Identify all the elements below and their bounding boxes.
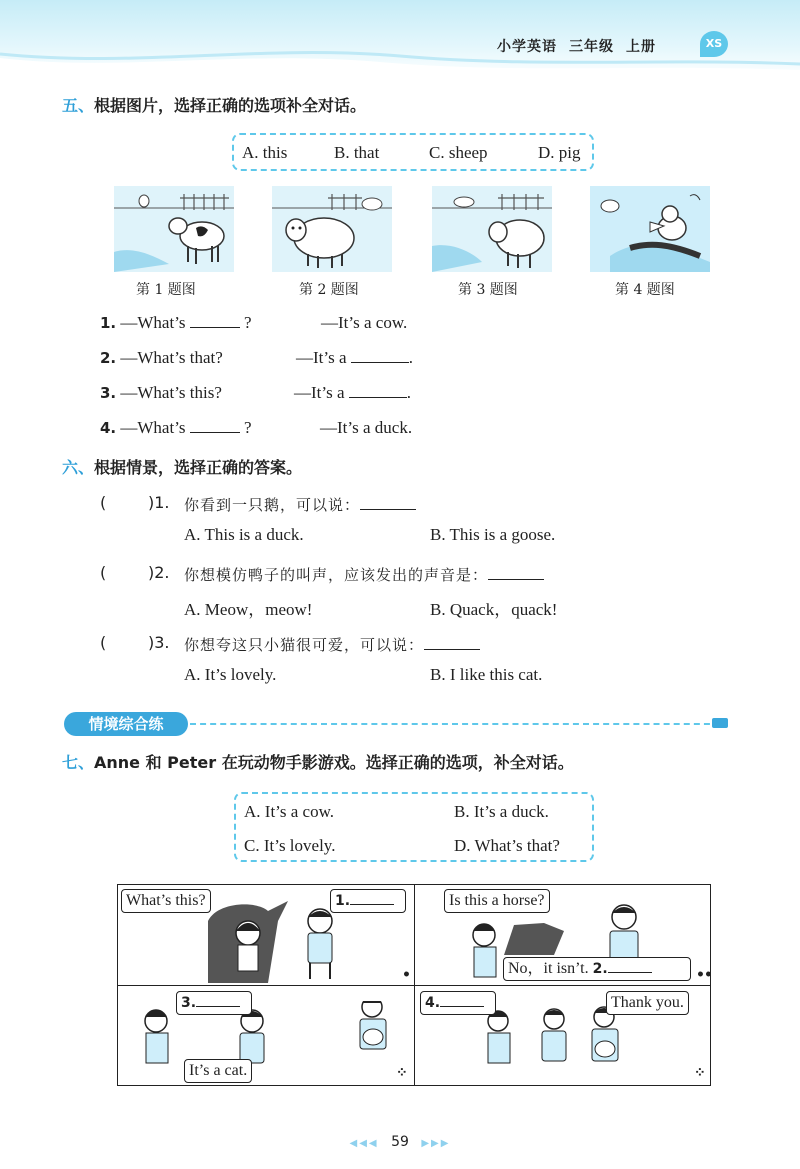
s6-q2-option-b: B. Quack，quack! [430, 600, 558, 619]
s6-q1-option-b: B. This is a goose. [430, 525, 556, 544]
answer-blank[interactable] [488, 566, 544, 580]
s5-answer-3 [294, 383, 411, 403]
s5-answer-1 [321, 313, 407, 333]
s6-paren-close-2: )2. [148, 563, 170, 582]
picture-2-sheep [272, 186, 392, 272]
section7-instruction: Anne 和 Peter 在玩动物手影游戏。选择正确的选项，补全对话。 [94, 753, 574, 772]
book-info [497, 36, 668, 56]
answer-blank[interactable] [351, 349, 409, 363]
question-text: —What’s that? [120, 348, 223, 367]
question-text: 你想夸这只小猫很可爱，可以说： [184, 636, 425, 654]
s6-question-3 [184, 634, 480, 655]
question-punct: ? [244, 313, 252, 332]
s6-q2-option-a: A. Meow，meow! [184, 600, 313, 619]
s5-answer-2 [296, 348, 413, 368]
s5-question-1 [100, 313, 252, 333]
panel-3-marker: ⁘ [396, 1065, 407, 1081]
picture-3-farm [432, 186, 552, 272]
option-d: D. pig [538, 143, 581, 162]
comic-divider-horizontal [118, 985, 710, 986]
question-text: —What’s this? [120, 383, 222, 402]
s6-paren-open-1[interactable]: ( [100, 493, 107, 512]
option-a: A. It’s a cow. [244, 802, 335, 821]
banner-dashed-line [190, 723, 720, 725]
question-text: 你看到一只鹅，可以说： [184, 496, 361, 514]
panel-4-illustration [478, 1005, 698, 1083]
panel-4-bubble-left [420, 991, 496, 1015]
s5-question-3 [100, 383, 222, 403]
question-number: 4. [100, 419, 117, 437]
option-a: A. this [242, 143, 288, 162]
s6-q3-option-a: A. It’s lovely. [184, 665, 277, 684]
answer-text: —It’s a [296, 348, 347, 367]
picture-3-caption: 第 3 题图 [458, 282, 518, 298]
answer-punct: . [408, 348, 414, 367]
page-footer [0, 1134, 800, 1150]
picture-4-bird [590, 186, 710, 272]
option-b: B. that [334, 143, 380, 162]
footer-arrows-right: ▶▶▶ [421, 1138, 451, 1149]
option-c: C. sheep [429, 143, 488, 162]
answer-blank[interactable] [349, 384, 407, 398]
section6-number: 六、 [62, 458, 95, 477]
section5-title [62, 93, 366, 116]
answer-blank[interactable] [424, 636, 480, 650]
panel-4-bubble-right: Thank you. [606, 991, 689, 1015]
answer-text: —It’s a [294, 383, 345, 402]
panel-2-bubble-bottom [503, 957, 691, 981]
panel-1-bubble-right [330, 889, 406, 913]
panel-2-bubble-top: Is this a horse? [444, 889, 550, 913]
panel-3-bubble-top [176, 991, 252, 1015]
panel-3-bubble-bottom: It’s a cat. [184, 1059, 252, 1083]
answer-blank[interactable] [360, 496, 416, 510]
question-number: 1. [100, 314, 117, 332]
option-c: C. It’s lovely. [244, 836, 336, 855]
blank-number: 2. [592, 961, 608, 977]
section5-number: 五、 [62, 96, 95, 115]
answer-blank[interactable] [190, 419, 240, 433]
blank-number: 4. [425, 995, 441, 1011]
footer-arrows-left: ◀◀◀ [349, 1138, 379, 1149]
term-label: 上册 [626, 39, 656, 55]
section5-instruction: 根据图片，选择正确的选项补全对话。 [94, 96, 367, 115]
question-text: 你想模仿鸭子的叫声，应该发出的声音是： [184, 566, 489, 584]
answer-blank[interactable] [350, 891, 394, 905]
subject-label: 小学英语 [497, 39, 557, 55]
option-d: D. What’s that? [454, 836, 560, 855]
s6-q3-option-b: B. I like this cat. [430, 665, 543, 684]
question-number: 2. [100, 349, 117, 367]
question-punct: ? [244, 418, 252, 437]
blank-number: 3. [181, 995, 197, 1011]
section6-title [62, 455, 302, 478]
section6-instruction: 根据情景，选择正确的答案。 [94, 458, 303, 477]
panel-3-illustration [132, 1001, 412, 1083]
picture-4-caption: 第 4 题图 [615, 282, 675, 298]
section7-title [62, 750, 574, 773]
bubble-text: No，it isn’t. [508, 960, 589, 977]
xs-badge: XS [700, 31, 728, 57]
s6-paren-open-2[interactable]: ( [100, 563, 107, 582]
answer-punct: . [406, 383, 412, 402]
s6-paren-close-3: )3. [148, 633, 170, 652]
picture-2-caption: 第 2 题图 [299, 282, 359, 298]
section5-options-box [232, 133, 594, 171]
s6-question-1 [184, 494, 416, 515]
question-text: —What’s [120, 313, 186, 332]
answer-blank[interactable] [440, 993, 484, 1007]
s6-paren-close-1: )1. [148, 493, 170, 512]
answer-text: —It’s a cow. [321, 313, 408, 332]
answer-blank[interactable] [190, 314, 240, 328]
picture-1-cow [114, 186, 234, 272]
grade-label: 三年级 [569, 39, 614, 55]
answer-blank[interactable] [608, 959, 652, 973]
s5-question-2 [100, 348, 223, 368]
pencil-icon [712, 718, 728, 728]
page-number: 59 [391, 1134, 409, 1150]
s5-question-4 [100, 418, 252, 438]
blank-number: 1. [335, 893, 351, 909]
panel-4-marker: ⁘ [694, 1065, 705, 1081]
s5-answer-4 [320, 418, 412, 438]
section-banner: 情境综合练 [64, 712, 188, 736]
answer-blank[interactable] [196, 993, 240, 1007]
panel-2-marker: •• [696, 967, 712, 983]
section7-number: 七、 [62, 753, 95, 772]
answer-text: —It’s a duck. [320, 418, 413, 437]
s6-paren-open-3[interactable]: ( [100, 633, 107, 652]
section7-options-box [234, 792, 594, 862]
question-text: —What’s [120, 418, 186, 437]
s6-q1-option-a: A. This is a duck. [184, 525, 304, 544]
picture-1-caption: 第 1 题图 [136, 282, 196, 298]
question-number: 3. [100, 384, 117, 402]
panel-1-marker: • [402, 967, 410, 983]
comic-strip [117, 884, 711, 1086]
header-wave-decoration [0, 20, 800, 80]
s6-question-2 [184, 564, 544, 585]
panel-1-bubble-left: What’s this? [121, 889, 211, 913]
option-b: B. It’s a duck. [454, 802, 549, 821]
